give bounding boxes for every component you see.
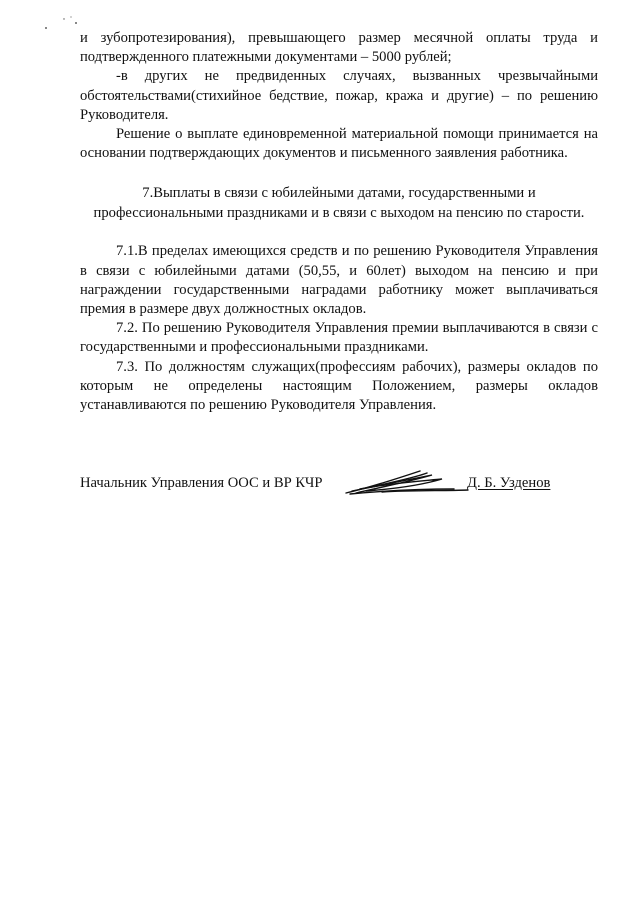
section-7-heading-line2: профессиональными праздниками и в связи с выходом на пенсию по старости. xyxy=(93,205,585,222)
scan-specks xyxy=(40,14,80,34)
item-7-2: 7.2. По решению Руководителя Управления премии выплачиваются в связи с государственными и профессиональными праздниками. xyxy=(80,320,598,356)
document-body xyxy=(80,29,598,415)
signature-block xyxy=(80,467,600,507)
signatory-name: Д. Б. Узденов xyxy=(467,475,551,491)
handwritten-signature xyxy=(342,467,472,501)
paragraph-decision: Решение о выплате единовременной материальной помощи принимается на основании подтверждающих документов и письменного заявления работника. xyxy=(80,126,598,162)
item-7-3: 7.3. По должностям служащих(профессиям рабочих), размеры окладов по которым не определены настоящим Положением, размеры окладов устанавливаются по решению Руководителя Управления. xyxy=(80,358,598,414)
paragraph-emergency: -в других не предвиденных случаях, вызванных чрезвычайными обстоятельствами(стихийное бедствие, пожар, кража и другие) – по решению Руководителя. xyxy=(80,68,598,123)
item-7-1: 7.1.В пределах имеющихся средств и по решению Руководителя Управления в связи с юбилейными датами (50,55, и 60лет) выходом на пенсию и при награждении государственными наградами работнику может выплачиваться премия в размере двух должностных окладов. xyxy=(80,243,598,318)
section-7-heading-line1: 7.Выплаты в связи с юбилейными датами, государственными и xyxy=(142,185,536,202)
section-7-heading xyxy=(80,183,598,223)
paragraph-dental: и зубопротезирования), превышающего размер месячной оплаты труда и подтвержденного платежными документами – 5000 рублей; xyxy=(80,30,598,66)
signatory-title: Начальник Управления ООС и ВР КЧР xyxy=(80,475,323,491)
